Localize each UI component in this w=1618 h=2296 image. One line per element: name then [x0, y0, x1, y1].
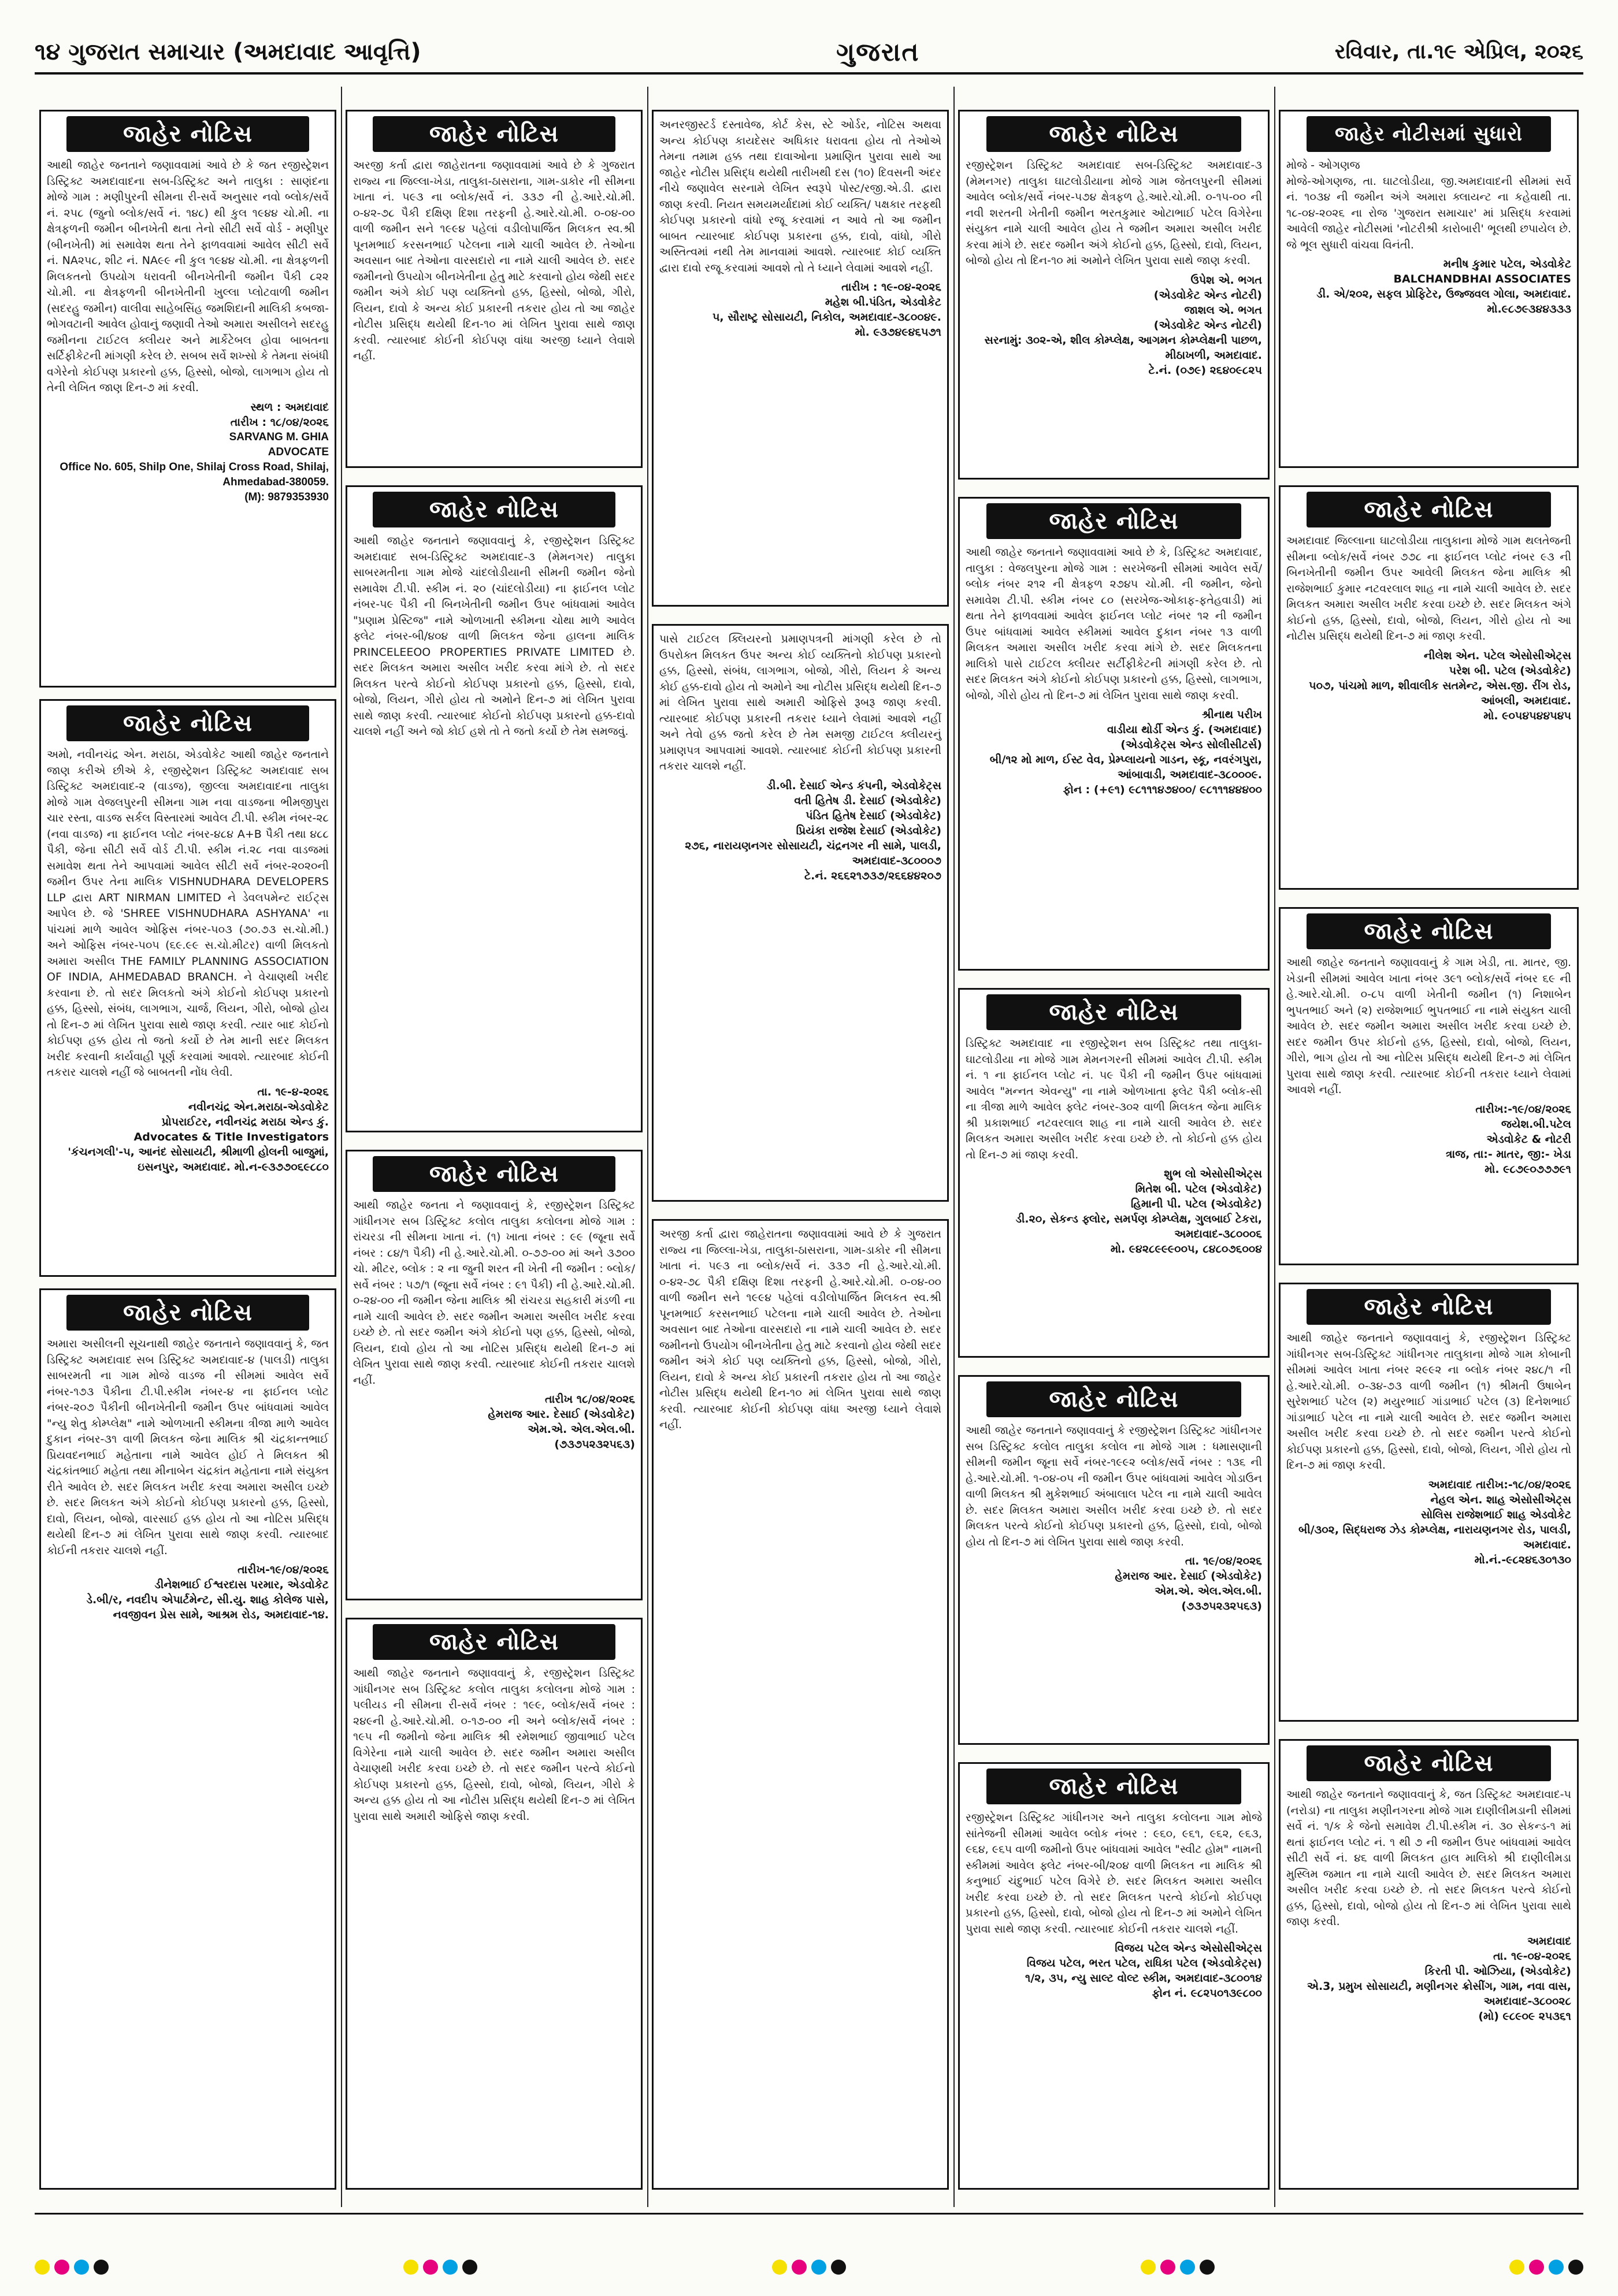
masthead-left: ૧૪ ગુજરાત સમાચાર (અમદાવાદ આવૃત્તિ) [35, 39, 421, 65]
notice-title: જાહેર નોટિસ [986, 503, 1241, 539]
notice-9 [346, 1618, 643, 2190]
notice-title: જાહેર નોટિસ [373, 116, 615, 152]
signature-advocate: SARVANG M. GHIA ADVOCATE Office No. 605, Shilp One, Shilaj Cross Road, Shilaj, Ahmedabad-380059. (M): 9879353930 [60, 430, 329, 503]
signature-text: તા. ૧૯/૦૪/૨૦૨૬ હેમરાજ આર. દેસાઈ (એડવોકેટ) એમ.એ. એલ.એલ.બી. (૭૩૭૫૨૩૨૫૬૩) [1115, 1555, 1262, 1613]
yellow-dot-icon [35, 2260, 50, 2275]
notice-signature [47, 1562, 329, 1622]
notice-body: આથી જાહેર જનતાને જણાવવાનું કે, રજીસ્ટ્રેશન ડિસ્ટ્રિક્ટ ગાંધીનગર સબ-ડિસ્ટ્રિક્ટ ગાંધીનગર તાલુકાના મોજે ગામ કોબાની સીમમાં આવેલ ખાતા નંબર ૨૯૯૨ ના બ્લોક નંબર ૨૪૮/૧ ની હે.આરે.ચો.મી. ૦-૩૪-૭૩ વાળી જમીન (૧) શ્રીમતી ઉષાબેન સુરેશભાઈ પટેલ (૨) મયુરભાઈ ગાંડાભાઈ પટેલ (૩) દિનેશભાઈ ગાંડાભાઈ પટેલ ના નામે ચાલી આવેલ છે. સદર જમીન અમારા અસીલ ખરીદ કરવા ઇચ્છે છે. તો સદર જમીન પરત્વે કોઈનો કોઈપણ પ્રકારનો હક્ક, હિસ્સો, દાવો, બોજો, લિયન, ગીરો હોય તો દિન-૭ માં જાણ કરવી. [1286, 1332, 1571, 1472]
signature-text: અમદાવાદ તા. ૧૯-૦૪-૨૦૨૬ કિરતી પી. ઓઝિયા, (એડવોકેટ) એ.3, પ્રમુખ સોસાયટી, મણીનગર ક્રોસીંગ, ગામ, નવા વાસ, અમદાવાદ-૩૮૦૦૨૮ (મો) ૯૮૯૦૯ ૨૫૩૬૧ [1307, 1934, 1571, 2023]
masthead [35, 32, 1583, 75]
notice-body: આથી જાહેર જનતાને જણાવવાનું કે, જત ડિસ્ટ્રિક્ટ અમદાવાદ-૫ (નરોડા) ના તાલુકા મણીનગરના મોજે ગામ દાણીલીમડાની સીમમાં સર્વે નં. ૧/ક કે જેનો સમાવેશ ટી.પી.સ્કીમ નં. ૩૦ સેકન્ડ-૧ માં થતાં ફાઈનલ પ્લોટ નં. ૧ થી ૭ ની જમીન ઉપર બાંધવામાં આવેલ સીટી સર્વે નં. ૪૬ વાળી મિલકત હાલ માલિકો શ્રી દાણીલીમડા મુસ્લિમ જમાત ના નામે ચાલી આવેલ છે. સદર મિલકત અમારા અસીલ ખરીદ કરવા ઇચ્છે છે. તો સદર મિલકત પરત્વે કોઈનો હક્ક, હિસ્સો, દાવો, બોજો હોય તો દિન-૭ માં લેખિત પુરાવા સાથે જાણ કરવી. [1286, 1788, 1571, 1928]
signature-text: તારીખ : ૧૯-૦૪-૨૦૨૬ મહેશ બી.પંડિત, એડવોકેટ ૫, સૌરાષ્ટ્ર સોસાયટી, નિકોલ, અમદાવાદ-૩૮૦૦૪૯. મો. ૯૩૭૪૯૪૬૫૭૧ [712, 281, 941, 339]
notice-8 [652, 624, 949, 1202]
color-dots-right [1509, 2260, 1583, 2275]
yellow-dot-icon [1141, 2260, 1156, 2275]
notice-body: મોજે - ઓગણજ મોજે-ઓગણજ, તા. ઘાટલોડીયા, જી.અમદાવાદની સીમમાં સર્વે નં. ૧૦૩૪ ની જમીન અંગે અમારા ક્લાયન્ટ ના કહેવાથી તા. ૧૮-૦૪-૨૦૨૬ ના રોજ 'ગુજરાત સમાચાર' માં પ્રસિદ્ધ કરવામાં આવેલી જાહેર નોટીસમાં 'નોટરીશ્રી કારોબારી' ભૂલથી છપાયેલ છે. જે ભૂલ સુધારી વાંચવા વિનંતી. [1286, 159, 1571, 251]
notice-body: આથી જાહેર જનતાને જણાવવાનું કે ગામ ખેડી, તા. માતર, જી. ખેડાની સીમમાં આવેલ ખાતા નંબર ૩૯૧ બ્લોક/સર્વે નંબર ૬૯ ની હે.આરે.ચો.મી. ૦-૮૫ વાળી ખેતીની જમીન (૧) નિશાબેન ભુપતભાઈ અને (૨) રાજેશભાઈ ભુપતભાઈ ના નામે સંયુક્ત ચાલી આવેલ છે. સદર જમીન અમારા અસીલ ખરીદ કરવા ઇચ્છે છે. સદર જમીન ઉપર કોઈનો હક્ક, હિસ્સો, દાવો, બોજો, લિયન, ગીરો, ભાગ હોય તો આ નોટિસ પ્રસિદ્ધ થયેથી દિન-૭ માં લેખિત પુરાવા સાથે જાણ કરવી. ત્યારબાદ કોઈની તકરાર ધ્યાને લેવામાં આવશે નહીં. [1286, 956, 1571, 1096]
notice-body: અરજી કર્તા દ્વારા જાહેરાતના જણાવવામાં આવે છે કે ગુજરાત રાજ્ય ના જિલ્લા-ખેડા, તાલુકા-ઠાસરાના, ગામ-ડાકોર ની સીમના ખાતા નં. ૫૯૩ ના બ્લોક/સર્વે નં. ૩૩૭ ની હે.આરે.ચો.મી. ૦-૪૨-૭૮ પૈકી દક્ષિણ દિશા તરફની હે.આરે.ચો.મી. ૦-૦૪-૦૦ વાળી જમીન સને ૧૯૯૪ પહેલાં વડીલોપાર્જિત મિલકત સ્વ.શ્રી પૂનમભાઈ કરસનભાઈ પટેલના નામે ચાલી આવેલ છે. તેઓના અવસાન બાદ તેઓના વારસદારો ના નામે ચાલી આવેલ છે. સદર જમીનનો ઉપયોગ બીનખેતીના હેતુ માટે કરવાનો હોય જેથી સદર જમીન અંગે કોઈ પણ વ્યક્તિનો હક્ક, હિસ્સો, બોજો, ગીરો, લિયન, દાવો કે અન્ય કોઈ પ્રકારની તકરાર હોય તો આ જાહેર નોટીસ પ્રસિદ્ધ થયેથી દિન-૧૦ માં લેખિત પુરાવા સાથે જાણ કરવી. ત્યારબાદ કોઈની કોઈપણ વાંધા અરજી ધ્યાને લેવાશે નહીં. [659, 1228, 941, 1431]
signature-text: ડી.બી. દેસાઈ એન્ડ કંપની, એડવોકેટ્સ વતી હિતેષ ડી. દેસાઈ (એડવોકેટ) પંડિત હિતેષ દેસાઈ (એડવોકેટ) પ્રિયંકા રાજેશ દેસાઈ (એડવોકેટ) ૨૭૬, નારાયણનગર સોસાયટી, ચંદ્રનગર ની સામે, પાલડી, અમદાવાદ-૩૮૦૦૦૭ ટે.નં. ૨૬૬૨૧૭૩૭/૨૬૬૪૪૨૦૭ [685, 779, 941, 882]
notice-signature [1286, 1934, 1571, 2024]
yellow-dot-icon [403, 2260, 418, 2275]
notice-6 [346, 1150, 643, 1600]
notice-signature [1286, 1477, 1571, 1567]
cyan-dot-icon [74, 2260, 89, 2275]
notice-body: ડિસ્ટ્રિક્ટ અમદાવાદ ના રજીસ્ટ્રેશન સબ ડિસ્ટ્રિક્ટ તથા તાલુકા-ઘાટલોડીયા ના મોજે ગામ મેમનગરની સીમમાં આવેલ ટી.પી. સ્કીમ નં. ૧ ના ફાઈનલ પ્લોટ નં. ૫૯ પૈકી ની જમીન ઉપર બાંધવામાં આવેલ "મન્નત એવન્યુ" ના નામે ઓળખાતા ફ્લેટ પૈકી બ્લોક-સી ના ત્રીજા માળે આવેલ ફ્લેટ નંબર-૩૦૨ વાળી મિલકત જેના માલિક શ્રી પ્રકાશભાઈ નટવરલાલ શાહ ના નામે ચાલી આવેલ છે. સદર મિલકત અમારા અસીલ ખરીદ કરવા ઇચ્છે છે. તો કોઈનો હક્ક હોય તો દિન-૭ માં જાણ કરવી. [966, 1037, 1262, 1161]
date-line: રવિવાર, તા.૧૯ એપ્રિલ, ૨૦૨૬ [1334, 40, 1583, 64]
notice-title: જાહેર નોટિસ [986, 1381, 1241, 1417]
notice-title: જાહેર નોટિસ [66, 1295, 309, 1331]
notice-12 [958, 988, 1270, 1358]
notice-body: અમદાવાદ જિલ્લાના ઘાટલોડીયા તાલુકાના મોજે ગામ થલતેજની સીમના બ્લોક/સર્વે નંબર ૭૭૮ ના ફાઈનલ પ્લોટ નંબર ૯૩ ની બિનખેતીની જમીન ઉપર આવેલી મિલકત જેના માલિક શ્રી રાજેશભાઈ કુમાર નટવરલાલ શાહ ના નામે ચાલી આવેલ છે. સદર મિલકત અમારા અસીલ ખરીદ કરવા ઇચ્છે છે. સદર મિલકત અંગે કોઈનો હક્ક, હિસ્સો, દાવો, બોજો, લિયન, ગીરો હોય તો આ નોટીસ પ્રસિદ્ધ થયેથી દિન-૭ માં જાણ કરવી. [1286, 534, 1571, 642]
notice-signature [966, 273, 1262, 378]
notice-signature [47, 400, 329, 505]
signature-text: તારીખ-૧૯/૦૪/૨૦૨૬ ડીનેશભાઈ ઈશ્વરદાસ પરમાર, એડવોકેટ ડે.બી/ર, નવદીપ એપાર્ટમેન્ટ, સી.યુ. શાહ કોલેજ પાસે, નવજીવન પ્રેસ સામે, આશ્રમ રોડ, અમદાવાદ-૧૪. [86, 1563, 329, 1621]
notice-body: આથી જાહેર જનતાને જણાવવાનું કે રજીસ્ટ્રેશન ડિસ્ટ્રિક્ટ ગાંધીનગર સબ ડિસ્ટ્રિક્ટ કલોલ તાલુકા કલોલ ના મોજે ગામ : ધમાસણાની સીમની જમીન જૂના સર્વે નંબર-૧૯૯૨ બ્લોક/સર્વે નંબર : ૧૩૬ ની હે.આરે.ચો.મી. ૧-૦૪-૦૫ ની જમીન ઉપર બાંધવામાં આવેલ ગોડાઉન વાળી મિલકત શ્રી મુકેશભાઈ અંબાલાલ પટેલ ના નામે ચાલી આવેલ છે. સદર મિલકત અમારા અસીલ ખરીદ કરવા ઇચ્છે છે. તો સદર મિલકત પરત્વે કોઈનો કોઈપણ પ્રકારનો હક્ક, હિસ્સો, દાવો, બોજો હોય તો દિન-૭ માં લેખિત પુરાવા સાથે જાણ કરવી. [966, 1424, 1262, 1548]
column-1 [35, 87, 342, 2207]
notice-signature [1286, 1102, 1571, 1177]
black-dot-icon [1568, 2260, 1583, 2275]
notice-body: રજીસ્ટ્રેશન ડિસ્ટ્રિક્ટ ગાંધીનગર અને તાલુકા કલોલના ગામ મોજે સાંતેજની સીમમાં આવેલ બ્લોક નંબર : ૯૬૦, ૯૬૧, ૯૬૨, ૯૬૩, ૯૬૪, ૯૬૫ વાળી જમીનો ઉપર બાંધવામાં આવેલ "સ્વીટ હોમ" નામની સ્કીમમાં આવેલ ફ્લેટ નંબર-બી/૨૦૪ વાળી મિલકત ના માલિક શ્રી કનુભાઈ ચંદુભાઈ પટેલ વિગેરે છે. સદર મિલકત અમારા અસીલ ખરીદ કરવા ઇચ્છે છે. તો સદર મિલકત પરત્વે કોઈનો કોઈપણ પ્રકારનો હક્ક, હિસ્સો, દાવો, બોજો હોય તો દિન-૭ માં અમોને લેખિત પુરાવા સાથે જાણ કરવી. ત્યારબાદ કોઈની તકરાર ચાલશે નહીં. [966, 1811, 1262, 1935]
registration-marks [35, 2256, 1583, 2279]
notice-3 [39, 1288, 336, 2190]
column-2 [341, 87, 648, 2207]
notice-signature [659, 778, 941, 883]
signature-text: મનીષ કુમાર પટેલ, એડવોકેટ BALCHANDBHAI ASSOCIATES ડી. એ/૨૦૨, સફલ પ્રોફિટેર, ઉજ્જવલ ગોલા, અમદાવાદ. મો.૯૮૭૯૩૪૪૩૩૩ [1316, 258, 1571, 315]
notice-signature [47, 1084, 329, 1175]
notice-title: જાહેર નોટીસમાં સુધારો [1307, 116, 1552, 152]
section-title: ગુજરાત [836, 37, 920, 67]
signature-text: શ્રીનાથ પરીખ વાડીયા થોર્ડી એન્ડ કું. (અમદાવાદ) (એડવોકેટ્સ એન્ડ સોલીસીટર્સ) બી/૧૨ મો માળ, ઈસ્ટ વેવ, પ્રેમ્પ્લાયનો ગાડન, સ્કૂ, નવરંગપુરા, આંબાવાડી, અમદાવાદ-૩૮૦૦૦૯. ફોન : (+૯૧) ૯૮૧૧૧૪૭૪૦૦/ ૯૮૧૧૧૪૪૪૦૦ [989, 708, 1262, 796]
notices-page [35, 87, 1583, 2207]
notice-signature [966, 1166, 1262, 1257]
signature-text: તા. ૧૯-૪-૨૦૨૬ નવીનચંદ્ર એન.મરાઠા-એડવોકેટ પ્રોપરાઈટર, નવીનચંદ્ર મરાઠા એન્ડ કું. Advocates & Title Investigators 'કંચનગલી'-૫, આનંદ સોસાયટી, શ્રીમાળી હોલની બાજુમાં, ઇસનપુર, અમદાવાદ. મો.ન-૯૩૭૭૦૬૯૮૮૦ [68, 1085, 329, 1173]
notice-signature [966, 1554, 1262, 1614]
notice-body: આથી જાહેર જનતાને જણાવવાનું કે, રજીસ્ટ્રેશન ડિસ્ટ્રિક્ટ અમદાવાદ સબ-ડિસ્ટ્રિક્ટ અમદાવાદ-૩ (મેમનગર) તાલુકા સાબરમતીના ગામ મોજે ચાંદલોડીયાની સીમની જમીન જેનો સમાવેશ ટી.પી. સ્કીમ નં. ૨૦ (ચાંદલોડીયા) ના ફાઈનલ પ્લોટ નંબર-૫૯ પૈકી ની બિનખેતીની જમીન ઉપર બાંધવામાં આવેલ "પ્રણામ પ્રેસ્ટિજ" નામે ઓળખાતી સ્કીમના ચોથા માળે આવેલ ફ્લેટ નંબર-બી/૪૦૪ વાળી મિલકત જેના હાલના માલિક PRINCELEEOO PROPERTIES PRIVATE LIMITED છે. સદર મિલકત અમારા અસીલ ખરીદ કરવા માંગે છે. તો સદર મિલકત પરત્વે કોઈનો કોઈપણ પ્રકારનો હક્ક, હિસ્સો, દાવો, બોજો, લિયન, ગીરો હોય તો અમોને દિન-૭ માં લેખિત પુરાવા સાથે જાણ કરવી. ત્યારબાદ કોઈનો કોઈપણ પ્રકારનો હક્ક-દાવો ચાલશે નહીં અને જો કોઈ હશે તો તે જતો કર્યો છે તેમ સમજવું. [353, 534, 635, 738]
signature-text: નીલેશ એન. પટેલ એસોસીએટ્સ પરેશ બી. પટેલ (એડવોકેટ) ૫૦૭, પાંચમો માળ, શીવાલીક સતમેન્ટ, એસ.જી. રીંગ રોડ, આંબલી, અમદાવાદ. મો. ૯૦૫૪૫૪૪૫૪૫ [1309, 649, 1571, 722]
notice-10 [958, 110, 1270, 480]
black-dot-icon [1200, 2260, 1215, 2275]
notice-signature [966, 707, 1262, 797]
notice-title: જાહેર નોટિસ [986, 116, 1241, 152]
column-3 [647, 87, 955, 2207]
signature-text: ઉપેશ એ. ભગત (એડવોકેટ એન્ડ નોટરી) જાશલ એ. ભગત (એડવોકેટ એન્ડ નોટરી) સરનામું: ૩૦૨-એ, શીલ કોમ્પ્લેક્ષ, આગમન કોમ્પ્લેક્ષની પાછળ, મીઠાખળી, અમદાવાદ. ટે.નં. (૦૭૯) ૨૬૪૦૯૮૨૫ [984, 273, 1262, 377]
notice-17 [1279, 907, 1579, 1265]
signature-text: તારીખ:-૧૯/૦૪/૨૦૨૬ જયેશ.બી.પટેલ એડવોકેટ & નોટરી ત્રાજ, તા:- માતર, જી:- ખેડા મો. ૯૮૭૯૦૭૭૭૯૧ [1445, 1102, 1571, 1176]
notice-3b [652, 1219, 949, 2190]
notice-body: આથી જાહેર જનતાને જણાવવામાં આવે છે કે જત રજીસ્ટ્રેશન ડિસ્ટ્રિક્ટ અમદાવાદના સબ-ડિસ્ટ્રિક્ટ અને તાલુકા : સાણંદના મોજે ગામ : મણીપુરની સીમના રી-સર્વે અનુસાર નવો બ્લોક/સર્વે નં. ૨૫૮ (જુનો બ્લોક/સર્વે નં. ૧૪૮) થી કુલ ૧૯૪૪ ચો.મી. ના ક્ષેત્રફળની જમીન બીનખેતી થતા તેનો સીટી સર્વે વોર્ડ - મણીપુર (બીનખેતી) માં સમાવેશ થતા તેને ફાળવવામાં આવેલ સીટી સર્વે નં. NA૨૫૮, શીટ નં. NA૯૯ ની કુલ ૧૯૪૪ ચો.મી. ના ક્ષેત્રફળની મિલકતનો ઉપયોગ ધરાવતી બીનખેતીની જમીન પૈકી ૮૨૨ ચો.મી. ના ક્ષેત્રફળની બીનખેતીની ખુલ્લા પ્લોટવાળી જમીન (સદરહુ જમીન) વાલીવા સાહેબસિંહ જમશિદાની માલિકી કબજા-ભોગવટાની આવેલ હોવાનું જણાવી તેઓ અમારા અસીલને સદરહુ જમીનના ટાઈટલ ક્લીયર અને માર્કેટેબલ હોવા બાબતના સર્ટિફીકેટની માંગણી કરેલ છે. સબબ સર્વે શખ્સો કે તેમના સંબંધી વગેરેનો કોઈપણ પ્રકારનો હક્ક, હિસ્સો, બોજો, લાગભાગ હોય તો તેની લેખિત જાણ દિન-૭ માં કરવી. [47, 159, 329, 394]
notice-title: જાહેર નોટિસ [1307, 492, 1552, 527]
notice-body: આથી જાહેર જનતા ને જણાવવાનું કે, રજીસ્ટ્રેશન ડિસ્ટ્રિક્ટ ગાંધીનગર સબ ડિસ્ટ્રિક્ટ કલોલ તાલુકા કલોલના મોજે ગામ : રાંચરડા ની સીમના ખાતા નં. (૧) ખાતા નંબર : ૯૯ (જૂના સર્વે નંબર : ૮૪/૧ પૈકી) ની હે.આરે.ચો.મી. ૦-૭૭-૦૦ માં અને ૩૭૦૦ ચો. મીટર, બ્લોક : ૨ ના જુની શરત ની ખેતી ની જમીન : બ્લોક/સર્વે નંબર : ૫૭/૧ (જૂના સર્વે નંબર : ૯૧ પૈકી) ની હે.આરે.ચો.મી. ૦-૨૪-૦૦ ની જમીન જેના માલિક શ્રી રાંચરડા સહકારી મંડળી ના નામે ચાલી આવેલ છે. સદર જમીન અમારા અસીલ ખરીદ કરવા ઇચ્છે છે. તો સદર જમીન અંગે કોઈનો પણ હક્ક, હિસ્સો, બોજો, લિયન, દાવો હોય તો આ નોટિસ પ્રસિદ્ધ થયેથી દિન-૭ માં લેખિત પુરાવા સાથે જાણ કરવી. ત્યારબાદ કોઈની તકરાર ચાલશે નહીં. [353, 1199, 635, 1387]
black-dot-icon [462, 2260, 477, 2275]
notice-title: જાહેર નોટિસ [66, 116, 309, 152]
magenta-dot-icon [423, 2260, 438, 2275]
black-dot-icon [831, 2260, 846, 2275]
column-5 [1274, 87, 1583, 2207]
notice-title: જાહેર નોટિસ [1307, 913, 1552, 949]
notice-title: જાહેર નોટિસ [373, 492, 615, 527]
notice-signature [659, 280, 941, 340]
notice-body: અનરજીસ્ટર્ડ દસ્તાવેજ, કોર્ટ કેસ, સ્ટે ઓર્ડર, નોટિસ અથવા અન્ય કોઈપણ કાયદેસર અધિકાર ધરાવતા હોય તો તેઓએ તેમના તમામ હક્ક તથા દાવાઓના પ્રમાણિત પુરાવા સાથે આ જાહેર નોટીસ પ્રસિદ્ધ થયેથી તારીખથી દસ (૧૦) દિવસની અંદર નીચે જણાવેલ સરનામે લેખિત સ્વરૂપે પોસ્ટ/રજી.એ.ડી. દ્વારા જાણ કરવી. નિયત સમયમર્યાદામાં કોઈ વ્યક્તિ/ પક્ષકાર તરફથી કોઈપણ પ્રકારનો વાંધો રજૂ કરવામાં ન આવે તો આ જમીન બાબત ત્યારબાદ કોઈપણ પ્રકારના હક્ક, દાવો, વાંધો, ગીરો અસ્તિત્વમાં નથી તેમ માનવામાં આવશે. ત્યારબાદ કોઈ વ્યક્તિ દ્વારા દાવો રજૂ કરવામાં આવશે તો તે ધ્યાને લેવામાં આવશે નહીં. [659, 118, 941, 274]
cyan-dot-icon [443, 2260, 458, 2275]
notice-body: આથી જાહેર જનતાને જણાવવાનું કે, રજીસ્ટ્રેશન ડિસ્ટ્રિક્ટ ગાંધીનગર સબ ડિસ્ટ્રિક્ટ કલોલ તાલુકા કલોલના મોજે ગામ : પલીયડ ની સીમના રી-સર્વે નંબર : ૧૯૯, બ્લોક/સર્વે નંબર : ૨૪૯ની હે.આરે.ચો.મી. ૦-૧૭-૦૦ ની અને બ્લોક/સર્વે નંબર : ૧૯૫ ની જમીનો જેના માલિક શ્રી રમેશભાઈ જીવાભાઈ પટેલ વિગેરેના નામે ચાલી આવેલ છે. સદર જમીન અમારા અસીલ વેચાણથી ખરીદ કરવા ઇચ્છે છે. તો સદર જમીન પરત્વે કોઈનો કોઈપણ પ્રકારનો હક્ક, હિસ્સો, દાવો, બોજો, લિયન, ગીરો કે અન્ય હક્ક હોય તો આ નોટીસ પ્રસિદ્ધ થયેથી દિન-૭ માં લેખિત પુરાવા સાથે અમારી ઓફિસે જાણ કરવી. [353, 1667, 635, 1823]
notice-body: અમો, નવીનચંદ્ર એન. મરાઠા, એડવોકેટ આથી જાહેર જનતાને જાણ કરીએ છીએ કે, રજીસ્ટ્રેશન ડિસ્ટ્રિક્ટ અમદાવાદ સબ ડિસ્ટ્રિક્ટ અમદાવાદ-૨ (વાડજ), જીલ્લા અમદાવાદના તાલુકા મોજે ગામ વેજલપુરની સીમના ગામ નવા વાડજના ભીમજીપુરા ચાર રસ્તા, વાડજ સર્કલ વિસ્તારમાં આવેલ ટી.પી. સ્કીમ નંબર-૨૮ (નવા વાડજ) ના ફાઈનલ પ્લોટ નંબર-૪૮૪ A+B પૈકી તથા ૪૮૮ પૈકી, જેના સીટી સર્વે વોર્ડ ટી.પી. સ્કીમ નં.૨૮ નવા વાડજમાં સમાવેશ થતા તેને આપવામાં આવેલ સીટી સર્વે નંબર-૨૦૨૦ની જમીન ઉપર તેના માલિક VISHNUDHARA DEVELOPERS LLP દ્વારા ART NIRMAN LIMITED ને ડેવલપમેન્ટ રાઈટ્સ આપેલ છે. જે 'SHREE VISHNUDHARA ASHYANA' ના પાંચમાં માળે આવેલ ઓફિસ નંબર-૫૦૩ (૭૦.૭૩ સ.ચો.મી.) અને ઓફિસ નંબર-૫૦૫ (૬૯.૯૯ સ.ચો.મીટર) વાળી મિલકતો અમારા અસીલ THE FAMILY PLANNING ASSOCIATION OF INDIA, AHMEDABAD BRANCH. ને વેચાણથી ખરીદ કરવાના છે. તો સદર મિલકતો અંગે કોઈનો કોઈપણ પ્રકારનો હક્ક, હિસ્સો, સંબંધ, લાગભાગ, ચાર્જ, લિયન, ગીરો, બોજો હોય તો દિન-૭ માં લેખિત પુરાવા સાથે જાણ કરવી. ત્યાર બાદ કોઈનો કોઈપણ હક્ક હોય તો જતો કર્યો છે તેમ માની સદર મિલકત ખરીદ કરવાની કાર્યવાહી પૂર્ણ કરવામાં આવશે. ત્યારબાદ કોઈની તકરાર ચાલશે નહીં જે બાબતની નોંધ લેવી. [47, 748, 329, 1079]
notice-signature [1286, 648, 1571, 723]
notice-4 [346, 110, 643, 468]
notice-title: જાહેર નોટિસ [986, 994, 1241, 1030]
black-dot-icon [94, 2260, 109, 2275]
notice-5 [346, 485, 643, 1132]
footer-rule [35, 2213, 1583, 2215]
color-dots-center-left [403, 2260, 477, 2275]
notice-18 [1279, 1283, 1579, 1722]
magenta-dot-icon [792, 2260, 807, 2275]
column-4 [953, 87, 1275, 2207]
cyan-dot-icon [1549, 2260, 1564, 2275]
notice-title: જાહેર નોટિસ [373, 1156, 615, 1192]
notice-signature [966, 1941, 1262, 2001]
notice-11 [958, 497, 1270, 971]
signature-text: શુભ લો એસોસીએટ્સ મિતેશ બી. પટેલ (એડવોકેટ) હિમાની પી. પટેલ (એડવોકેટ) ડી.૨૦, સેકન્ડ ફ્લોર, સમર્પણ કોમ્પ્લેક્ષ, ગુલબાઈ ટેકરા, અમદાવાદ-૩૮૦૦૦૬ મો. ૯૪૨૮૯૯૯૦૦૫, ૮૪૮૦૭૬૦૦૪ [1015, 1168, 1262, 1255]
magenta-dot-icon [1160, 2260, 1175, 2275]
signature-text: વિજય પટેલ એન્ડ એસોસીએટ્સ વિજય પટેલ, ભરત પટેલ, રાધિકા પટેલ (એડવોકેટ્સ) ૧/૨, ૩૫, ન્યુ સાલ્ટ વોલ્ટ સ્કીમ, અમદાવાદ-૩૮૦૦૧૪ ફોન નં. ૯૮૨૫૦૧૩૯૮૦૦ [1025, 1942, 1262, 2000]
notice-title: જાહેર નોટિસ [1307, 1289, 1552, 1325]
color-dots-center [772, 2260, 846, 2275]
color-dots-center-right [1141, 2260, 1215, 2275]
notice-19 [1279, 1739, 1579, 2190]
notice-body: આથી જાહેર જનતાને જણાવવામાં આવે છે કે, ડિસ્ટ્રિક્ટ અમદાવાદ, તાલુકા : વેજલપુરના મોજે ગામ : સરખેજની સીમમાં આવેલ સર્વે/બ્લોક નંબર ૨૧૨ ની ક્ષેત્રફળ ૨૭૪૫ ચો.મી. ની જમીન, જેનો સમાવેશ ટી.પી. સ્કીમ નંબર ૮૦ (સરખેજ-ઓકાફ-ફતેહવાડી) માં થતા તેને ફાળવવામાં આવેલ ફાઈનલ પ્લોટ નંબર ૧૨ ની જમીન ઉપર બાંધવામાં આવેલ સ્કીમમાં આવેલ દુકાન નંબર ૧૩ વાળી મિલકત અમારા અસીલ ખરીદ કરવા માંગે છે. સદર મિલકતના માલિકો પાસે ટાઈટલ ક્લીયર સર્ટીફીકેટની માંગણી કરેલ છે. તો સદર મિલકત અંગે કોઈનો કોઈપણ પ્રકારનો હક્ક, હિસ્સો, લાગભાગ, બોજો, ગીરો હોય તો દિન-૭ માં લેખિત પુરાવા સાથે જાણ કરવી. [966, 546, 1262, 702]
notice-14 [958, 1762, 1270, 2190]
yellow-dot-icon [1509, 2260, 1524, 2275]
notice-signature [1286, 257, 1571, 317]
color-dots-left [35, 2260, 109, 2275]
yellow-dot-icon [772, 2260, 787, 2275]
notice-13 [958, 1375, 1270, 1745]
notice-1 [39, 110, 336, 688]
signature-text: તારીખ ૧૮/૦૪/૨૦૨૬ હેમરાજ આર. દેસાઈ (એડવોકેટ) એમ.એ. એલ.એલ.બી. (૭૩૭૫૨૩૨૫૬૩) [488, 1393, 635, 1451]
cyan-dot-icon [1180, 2260, 1195, 2275]
signature-text: અમદાવાદ તારીખ:-૧૮/૦૪/૨૦૨૬ નેહલ એન. શાહ એસોસીએટ્સ સોલિસ રાજેશભાઈ શાહ એડવોકેટ બી/૩૦૨, સિદ્ધરાજ ઝેડ કોમ્પ્લેક્ષ, નારાયણનગર રોડ, પાલડી, અમદાવાદ. મો.નં.-૯૮૨૪૬૩૦૧૩૦ [1298, 1478, 1571, 1566]
notice-body: અરજી કર્તા દ્વારા જાહેરાતના જણાવવામાં આવે છે કે ગુજરાત રાજ્ય ના જિલ્લા-ખેડા, તાલુકા-ઠાસરાના, ગામ-ડાકોર ની સીમના ખાતા નં. ૫૯૩ ના બ્લોક/સર્વે નં. ૩૩૭ ની હે.આરે.ચો.મી. ૦-૪૨-૭૮ પૈકી દક્ષિણ દિશા તરફની હે.આરે.ચો.મી. ૦-૦૪-૦૦ વાળી જમીન સને ૧૯૯૪ પહેલાં વડીલોપાર્જિત મિલકત સ્વ.શ્રી પૂનમભાઈ કરસનભાઈ પટેલના નામે ચાલી આવેલ છે. તેઓના અવસાન બાદ તેઓના વારસદારો ના નામે ચાલી આવેલ છે. સદર જમીનનો ઉપયોગ બીનખેતીના હેતુ માટે કરવાનો હોય જેથી સદર જમીન અંગે કોઈ પણ વ્યક્તિનો હક્ક, હિસ્સો, બોજો, ગીરો, લિયન, દાવો કે અન્ય કોઈ પ્રકારની તકરાર હોય તો આ જાહેર નોટીસ પ્રસિદ્ધ થયેથી દિન-૧૦ માં લેખિત પુરાવા સાથે જાણ કરવી. ત્યારબાદ કોઈની કોઈપણ વાંધા અરજી ધ્યાને લેવાશે નહીં. [353, 159, 635, 362]
notice-16 [1279, 485, 1579, 890]
notice-title: જાહેર નોટિસ [373, 1624, 615, 1660]
notice-2 [39, 699, 336, 1277]
notice-body: પાસે ટાઈટલ ક્લિયરનો પ્રમાણપત્રની માંગણી કરેલ છે તો ઉપરોક્ત મિલકત ઉપર અન્ય કોઈ વ્યક્તિનો કોઈપણ પ્રકારનો હક્ક, હિસ્સો, સંબંધ, લાગભાગ, બોજો, ગીરો, લિયન કે અન્ય કોઈ હક્ક-દાવો હોય તો અમોને આ નોટીસ પ્રસિદ્ધ થયેથી દિન-૭ માં લેખિત પુરાવા સાથે અમારી ઓફિસે રૂબરૂ જાણ કરવી. ત્યારબાદ કોઈપણ પ્રકારની તકરાર ધ્યાને લેવામાં આવશે નહીં અને તેવો હક્ક જતો કરેલ છે તેમ સમજી ટાઈટલ ક્લીયરનું પ્રમાણપત્ર આપવામાં આવશે. ત્યારબાદ કોઈની કોઈપણ પ્રકારની તકરાર ચાલશે નહીં. [659, 633, 941, 772]
notice-signature [353, 1392, 635, 1452]
cyan-dot-icon [811, 2260, 826, 2275]
notice-title: જાહેર નોટિસ [66, 705, 309, 741]
notice-title: જાહેર નોટિસ [1307, 1745, 1552, 1781]
magenta-dot-icon [1529, 2260, 1544, 2275]
notice-title: જાહેર નોટિસ [986, 1769, 1241, 1804]
signature-place-date: સ્થળ : અમદાવાદ તારીખ : ૧૮/૦૪/૨૦૨૬ [230, 400, 329, 429]
notice-7 [652, 110, 949, 607]
notice-body: અમારા અસીલની સૂચનાથી જાહેર જનતાને જણાવવાનું કે, જત ડિસ્ટ્રિક્ટ અમદાવાદ સબ ડિસ્ટ્રિક્ટ અમદાવાદ-૪ (પાલડી) તાલુકા સાબરમતી ના ગામ મોજે વાડજ ની સીમમાં આવેલ સર્વે નંબર-૧૭૩ પૈકીના ટી.પી.સ્કીમ નંબર-૪ ના ફાઈનલ પ્લોટ નંબર-૨૦૭ પૈકીની બીનખેતીની જમીન ઉપર બાંધવામાં આવેલ "ન્યુ શેતુ કોમ્પ્લેક્ષ" નામે ઓળખાતી સ્કીમના ત્રીજા માળે આવેલ દુકાન નંબર-૩૧ વાળી મિલકત જેના માલિક શ્રી ચંદ્રકાન્તભાઈ પ્રિયવદનભાઈ મહેતાના નામે આવેલ હોઈ તે મિલકત શ્રી ચંદ્રકાંતભાઈ મહેતા તથા મીનાબેન ચંદ્રકાંત મહેતાના નામે સંયુક્ત રીતે આવેલ છે. સદર મિલકત ખરીદ કરવા અમારા અસીલ ઇચ્છે છે. સદર મિલકત અંગે કોઈનો કોઈપણ પ્રકારનો હક્ક, હિસ્સો, દાવો, લિયન, બોજો, વારસાઈ હક્ક હોય તો આ નોટિસ પ્રસિદ્ધ થયેથી દિન-૭ માં લેખિત પુરાવા સાથે જાણ કરવી. ત્યારબાદ કોઈની તકરાર ચાલશે નહીં. [47, 1338, 329, 1557]
magenta-dot-icon [54, 2260, 69, 2275]
notice-body: રજીસ્ટ્રેશન ડિસ્ટ્રિક્ટ અમદાવાદ સબ-ડિસ્ટ્રિક્ટ અમદાવાદ-૩ (મેમનગર) તાલુકા ઘાટલોડીયાના મોજે ગામ જેતલપુરની સીમમાં આવેલ બ્લોક/સર્વે નંબર-૫૭૪ ક્ષેત્રફળ હે.આરે.ચો.મી. ૦-૧૫-૦૦ ની નવી શરતની ખેતીની જમીન ભરતકુમાર ઓટાભાઈ પટેલ વિગેરેના સંયુક્ત નામે ચાલી આવેલ હોય તે જમીન અમારા અસીલ ખરીદ કરવા માંગે છે. સદર જમીન અંગે કોઈનો હક્ક, હિસ્સો, દાવો, લિયન, બોજો હોય તો દિન-૧૦ માં અમોને લેખિત પુરાવા સાથે જાણ કરવી. [966, 159, 1262, 267]
notice-15 [1279, 110, 1579, 468]
